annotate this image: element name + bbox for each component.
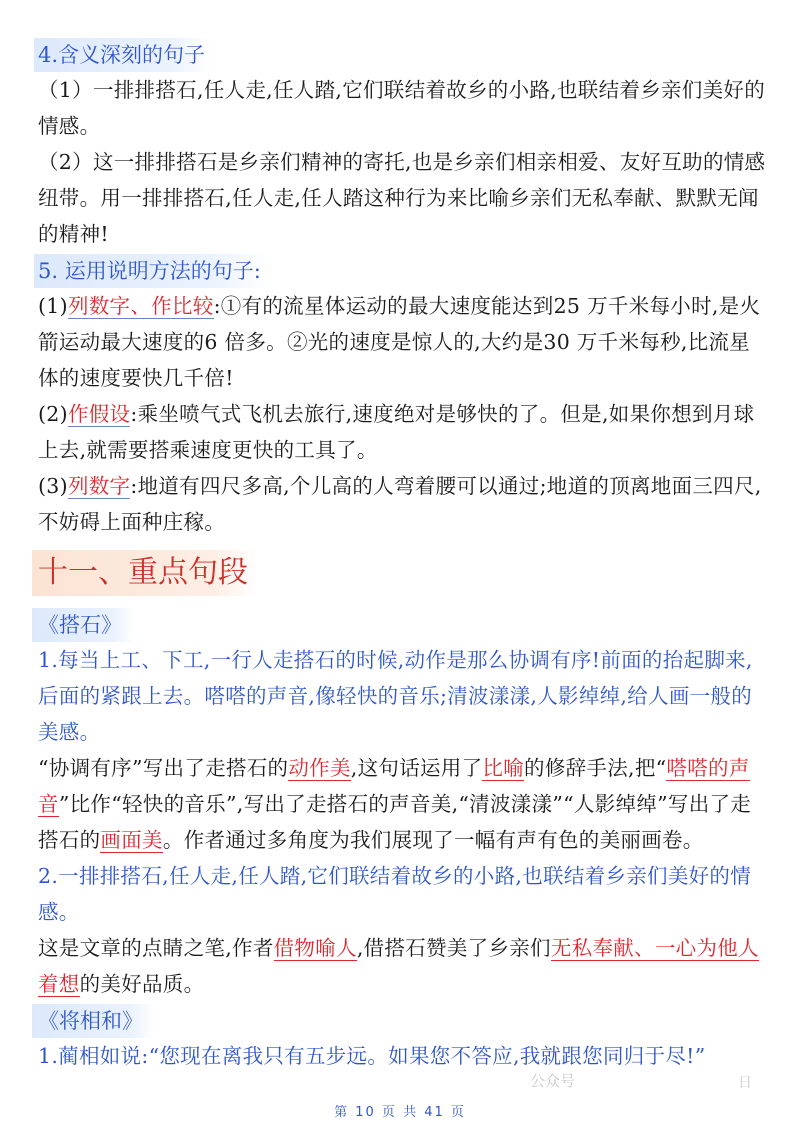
analysis-text: 。作者通过多角度为我们展现了一幅有声有色的美丽画卷。 <box>162 828 704 852</box>
item-text: :①有的流星体运动的最大速度能达到25 万千米每小时,是火箭运动最大速度的6 倍多。②光的速度是惊人的,大约是30 万千米每秒,比流星体的速度要快几千倍! <box>38 294 761 390</box>
analysis-text: 这是文章的点睛之笔,作者 <box>38 936 274 960</box>
keyword-shengyin: 嗒嗒的声音 <box>38 756 750 816</box>
analysis-text: ,借搭石赞美了乡亲们 <box>356 936 551 960</box>
watermark-logo: 日 <box>738 1075 752 1091</box>
analysis-1 <box>38 750 768 858</box>
sec5-item-3 <box>38 468 768 540</box>
key-sentence-1: 1.每当上工、下工,一行人走搭石的时候,动作是那么协调有序!前面的抬起脚来,后面的紧跟上去。嗒嗒的声音,像轻快的音乐;清波漾漾,人影绰绰,给人画一般的美感。 <box>38 648 753 744</box>
analysis-text: 的美好品质。 <box>79 972 205 996</box>
keyword-biyu: 比喻 <box>482 756 525 780</box>
section-5-heading: 5. 运用说明方法的句子: <box>34 254 269 288</box>
item-number: (3) <box>38 474 68 498</box>
analysis-text: ,这句话运用了 <box>350 756 483 780</box>
lesson-title-jiangxianghe: 《将相和》 <box>32 1004 155 1038</box>
page-number-footer: 第 10 页 共 41 页 <box>334 1105 466 1120</box>
sec4-paragraph-1: （1）一排排搭石,任人走,任人踏,它们联结着故乡的小路,也联结着乡亲们美好的情感。 <box>38 78 766 138</box>
analysis-text: “协调有序”写出了走搭石的 <box>38 756 289 780</box>
item-text: :乘坐喷气式飞机去旅行,速度绝对是够快的了。但是,如果你想到月球上去,就需要搭乘速度更快的工具了。 <box>38 402 755 462</box>
analysis-text: ”比作“轻快的音乐”,写出了走搭石的声音美,“清波漾漾”“人影绰绰”写出了走搭石的 <box>38 792 752 852</box>
keyword-huamianmei: 画面美 <box>100 828 163 852</box>
analysis-2 <box>38 930 768 1002</box>
item-text: :地道有四尺多高,个儿高的人弯着腰可以通过;地道的顶离地面三四尺,不妨碍上面种庄稼。 <box>38 474 762 534</box>
method-keyword: 作假设 <box>67 402 131 426</box>
method-keyword: 列数字 <box>67 474 131 498</box>
sec4-paragraph-2: （2）这一排排搭石是乡亲们精神的寄托,也是乡亲们相亲相爱、友好互助的情感纽带。用一排排搭石,任人走,任人踏这种行为来比喻乡亲们无私奉献、默默无闻的精神! <box>38 150 766 246</box>
keyword-dongzuomei: 动作美 <box>288 756 351 780</box>
item-number: (1) <box>38 294 68 318</box>
page-content <box>38 38 768 1074</box>
analysis-text: 的修辞手法,把“ <box>524 756 667 780</box>
key-sentence-2: 2.一排排搭石,任人走,任人踏,它们联结着故乡的小路,也联结着乡亲们美好的情感。 <box>38 864 752 924</box>
section-11-heading: 十一、重点句段 <box>32 550 258 596</box>
keyword-jiewuyuren: 借物喻人 <box>273 936 357 960</box>
watermark: 公众号 <box>530 1072 576 1090</box>
keyword-wusifengxian: 无私奉献、一心为他人着想 <box>38 936 759 996</box>
item-number: (2) <box>38 402 68 426</box>
method-keyword: 列数字、作比较 <box>67 294 214 318</box>
key-sentence-3: 1.蔺相如说:“您现在离我只有五步远。如果您不答应,我就跟您同归于尽!” <box>38 1044 706 1068</box>
lesson-title-dashi: 《搭石》 <box>32 608 134 642</box>
sec5-item-2 <box>38 396 768 468</box>
section-4-heading: 4.含义深刻的句子 <box>34 38 213 72</box>
sec5-item-1 <box>38 288 768 396</box>
